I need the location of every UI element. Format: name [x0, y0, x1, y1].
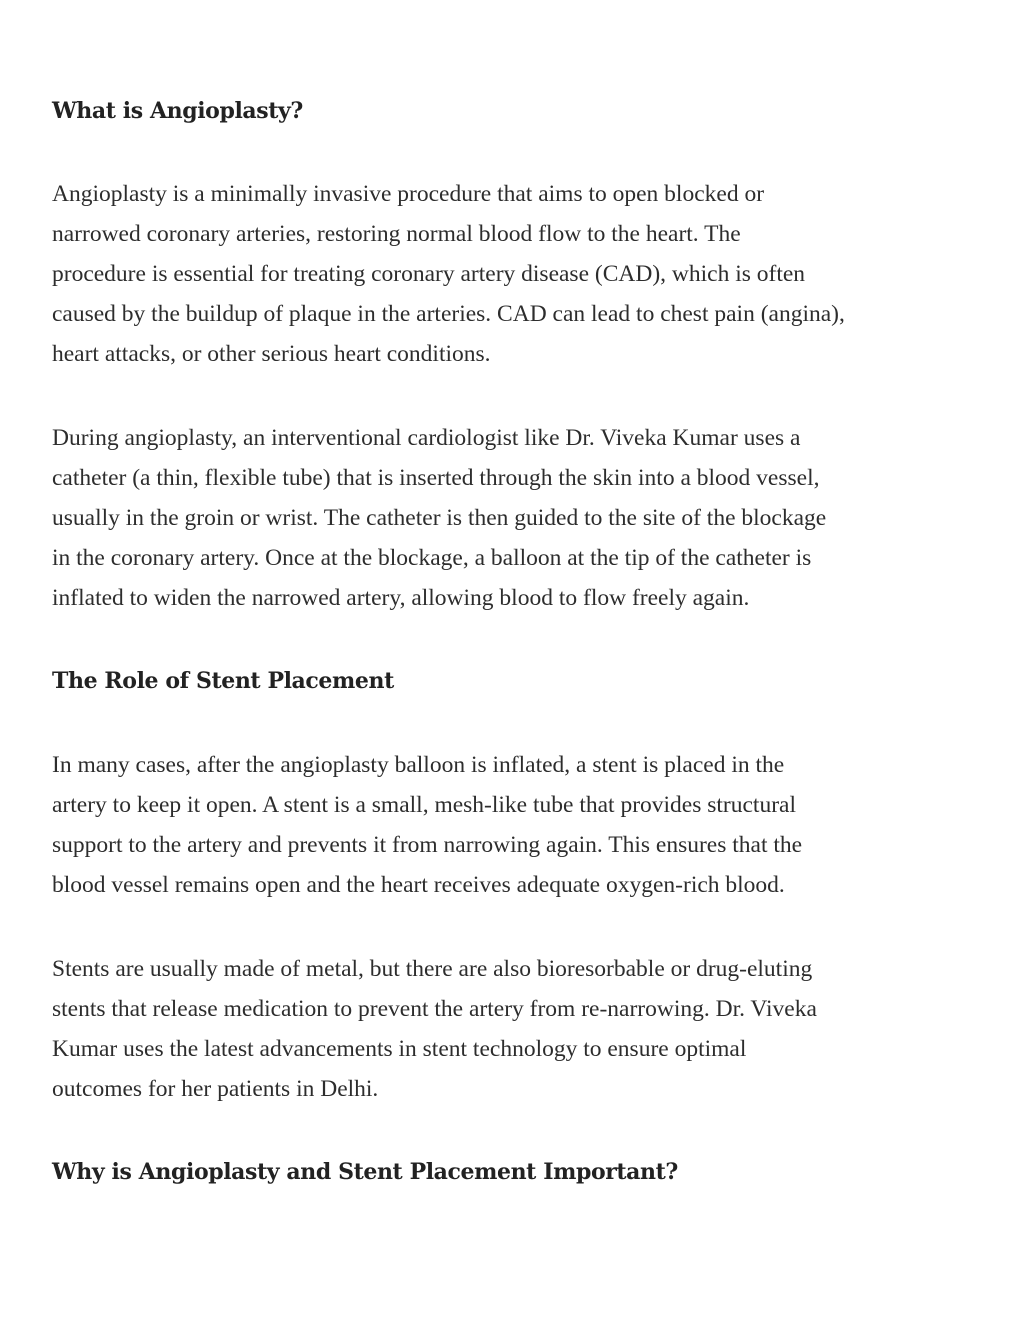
text-line: support to the artery and prevents it from narrowing again. This ensures that the	[52, 832, 803, 858]
text-line: artery to keep it open. A stent is a small, mesh-like tube that provides structural	[52, 792, 796, 818]
text-line: outcomes for her patients in Delhi.	[52, 1076, 379, 1102]
paragraph-stent-purpose	[52, 745, 992, 905]
text-line: Stents are usually made of metal, but there are also bioresorbable or drug-eluting	[52, 956, 813, 982]
text-line: heart attacks, or other serious heart conditions.	[52, 341, 491, 367]
text-line: Kumar uses the latest advancements in stent technology to ensure optimal	[52, 1036, 747, 1062]
text-line: usually in the groin or wrist. The catheter is then guided to the site of the blockage	[52, 505, 827, 531]
text-line: inflated to widen the narrowed artery, allowing blood to flow freely again.	[52, 585, 750, 611]
text-line: During angioplasty, an interventional cardiologist like Dr. Viveka Kumar uses a	[52, 425, 801, 451]
text-line: stents that release medication to prevent the artery from re-narrowing. Dr. Viveka	[52, 996, 817, 1022]
paragraph-angioplasty-intro	[52, 174, 992, 374]
text-line: blood vessel remains open and the heart receives adequate oxygen-rich blood.	[52, 872, 785, 898]
text-line: Angioplasty is a minimally invasive procedure that aims to open blocked or	[52, 181, 765, 207]
heading-what-is-angioplasty: What is Angioplasty?	[52, 98, 303, 124]
paragraph-angioplasty-procedure	[52, 418, 992, 618]
text-line: In many cases, after the angioplasty balloon is inflated, a stent is placed in the	[52, 752, 785, 778]
text-line: catheter (a thin, flexible tube) that is inserted through the skin into a blood vessel,	[52, 465, 820, 491]
text-line: caused by the buildup of plaque in the arteries. CAD can lead to chest pain (angina),	[52, 301, 845, 327]
heading-role-of-stent-placement: The Role of Stent Placement	[52, 668, 394, 694]
text-line: in the coronary artery. Once at the blockage, a balloon at the tip of the catheter is	[52, 545, 812, 571]
paragraph-stent-types	[52, 949, 992, 1109]
text-line: narrowed coronary arteries, restoring normal blood flow to the heart. The	[52, 221, 741, 247]
heading-why-important: Why is Angioplasty and Stent Placement Important?	[52, 1159, 678, 1185]
text-line: procedure is essential for treating coronary artery disease (CAD), which is often	[52, 261, 806, 287]
